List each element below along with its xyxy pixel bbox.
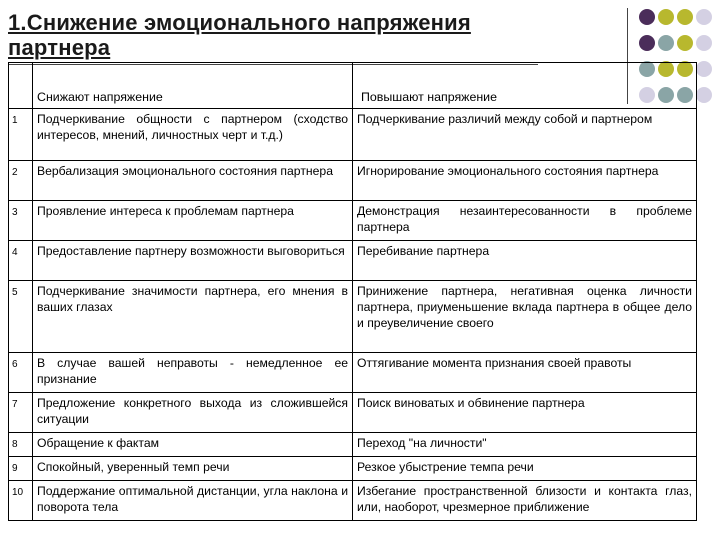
table-row: [9, 481, 697, 521]
lower-tension-cell: Подчеркивание общности с партнером (сходство интересов, мнений, личностных черт и т.д.): [33, 109, 353, 161]
table-row: [9, 281, 697, 353]
decor-dot: [639, 35, 655, 51]
raise-tension-cell: Резкое убыстрение темпа речи: [353, 457, 697, 481]
decor-dot: [677, 9, 693, 25]
raise-tension-cell: Игнорирование эмоционального состояния партнера: [353, 161, 697, 201]
row-number: 5: [9, 281, 33, 353]
table-row: [9, 201, 697, 241]
table-row: [9, 353, 697, 393]
lower-tension-cell: Подчеркивание значимости партнера, его мнения в ваших глазах: [33, 281, 353, 353]
raise-tension-cell: Оттягивание момента признания своей правоты: [353, 353, 697, 393]
decor-dot: [696, 87, 712, 103]
row-number: 1: [9, 109, 33, 161]
lower-tension-cell: В случае вашей неправоты - немедленное ее признание: [33, 353, 353, 393]
raise-tension-cell: Подчеркивание различий между собой и партнером: [353, 109, 697, 161]
decor-dot: [677, 35, 693, 51]
raise-tension-cell: Избегание пространственной близости и контакта глаз, или, наоборот, чрезмерное приближение: [353, 481, 697, 521]
table-row: [9, 241, 697, 281]
comparison-table: [8, 62, 697, 521]
header-raise-tension: Повышают напряжение: [353, 63, 697, 109]
table-row: [9, 393, 697, 433]
lower-tension-cell: Вербализация эмоционального состояния партнера: [33, 161, 353, 201]
table-row: [9, 161, 697, 201]
header-num-cell: [9, 63, 33, 109]
lower-tension-cell: Предложение конкретного выхода из сложившейся ситуации: [33, 393, 353, 433]
header-lower-tension: Снижают напряжение: [33, 63, 353, 109]
row-number: 6: [9, 353, 33, 393]
raise-tension-cell: Принижение партнера, негативная оценка личности партнера, приуменьшение вклада партнера в общее дело и преувеличение своего: [353, 281, 697, 353]
decor-dot: [658, 9, 674, 25]
decor-dot: [696, 61, 712, 77]
table-row: [9, 109, 697, 161]
table-row: [9, 457, 697, 481]
lower-tension-cell: Спокойный, уверенный темп речи: [33, 457, 353, 481]
row-number: 7: [9, 393, 33, 433]
row-number: 3: [9, 201, 33, 241]
page-title: 1.Снижение эмоционального напряжения партнера: [8, 10, 471, 60]
row-number: 9: [9, 457, 33, 481]
decor-dot: [696, 9, 712, 25]
row-number: 8: [9, 433, 33, 457]
decor-dot: [658, 35, 674, 51]
row-number: 2: [9, 161, 33, 201]
decor-dot: [696, 35, 712, 51]
row-number: 10: [9, 481, 33, 521]
table-header-row: [9, 63, 697, 109]
decor-dot: [639, 9, 655, 25]
lower-tension-cell: Поддержание оптимальной дистанции, угла наклона и поворота тела: [33, 481, 353, 521]
lower-tension-cell: Обращение к фактам: [33, 433, 353, 457]
row-number: 4: [9, 241, 33, 281]
table-row: [9, 433, 697, 457]
raise-tension-cell: Перебивание партнера: [353, 241, 697, 281]
raise-tension-cell: Демонстрация незаинтересованности в проблеме партнера: [353, 201, 697, 241]
lower-tension-cell: Проявление интереса к проблемам партнера: [33, 201, 353, 241]
lower-tension-cell: Предоставление партнеру возможности выговориться: [33, 241, 353, 281]
raise-tension-cell: Переход "на личности": [353, 433, 697, 457]
raise-tension-cell: Поиск виноватых и обвинение партнера: [353, 393, 697, 433]
